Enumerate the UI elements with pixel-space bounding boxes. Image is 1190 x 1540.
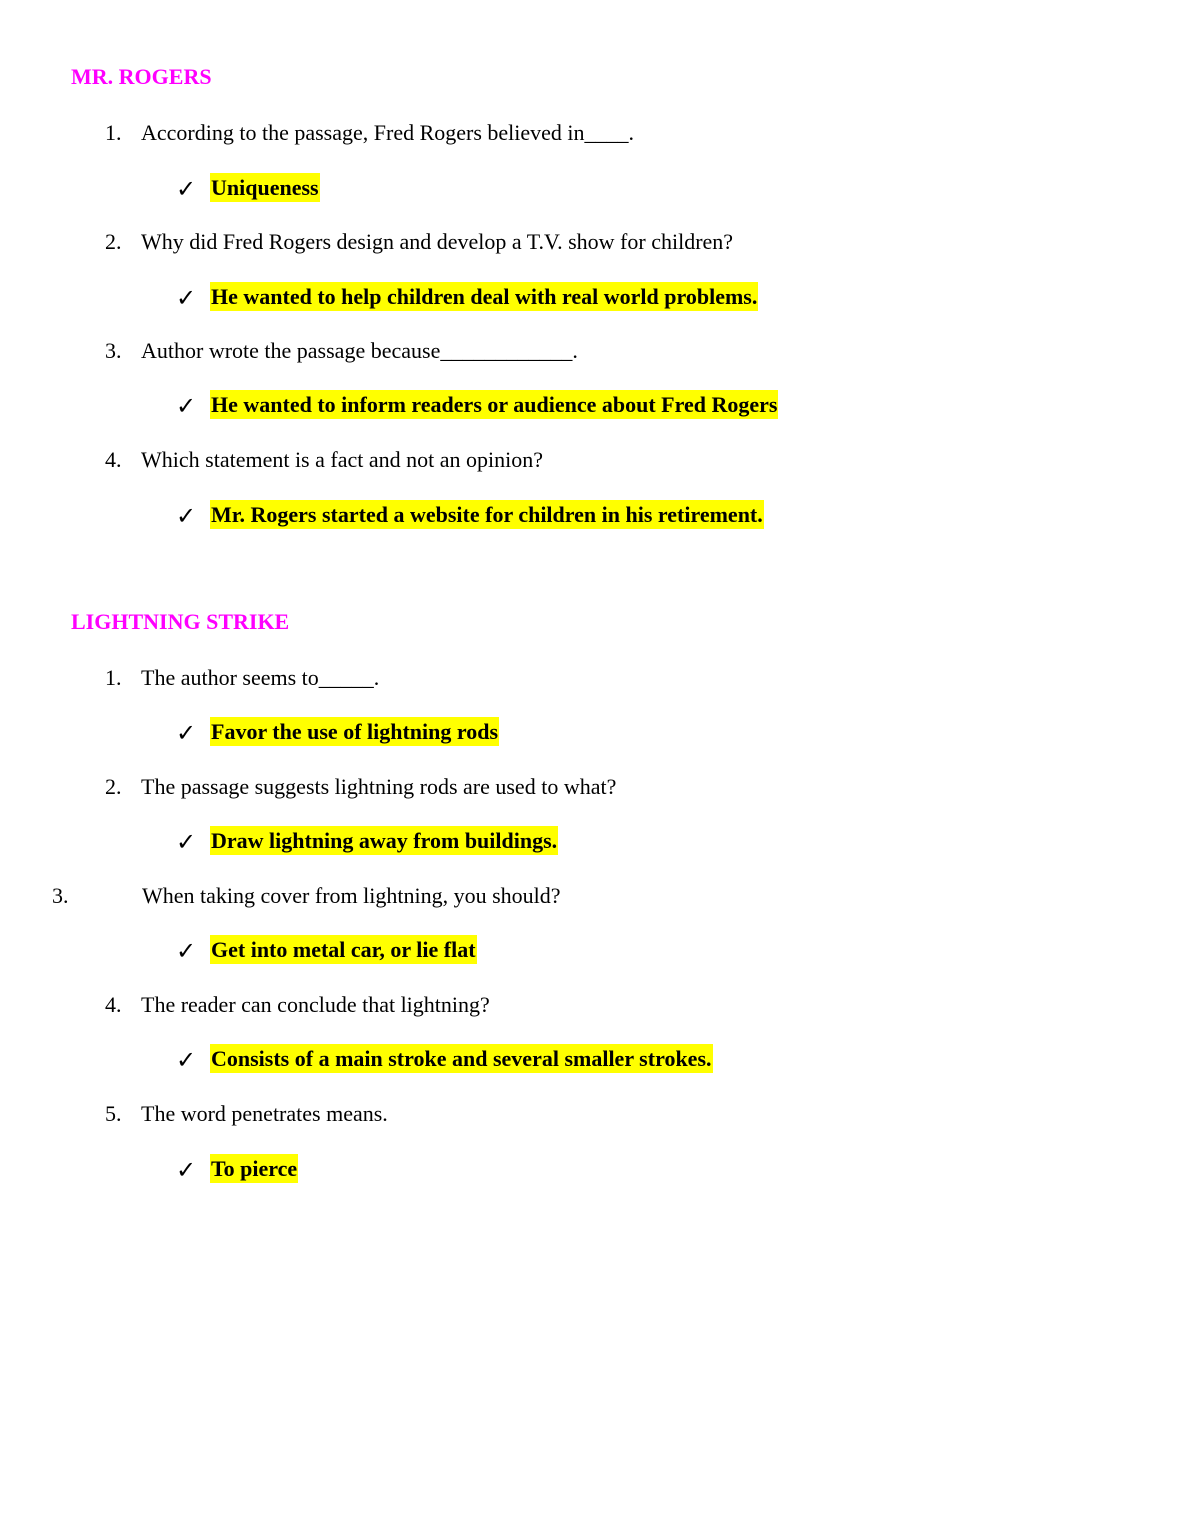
question-text: According to the passage, Fred Rogers believed in____. [141, 120, 635, 145]
question-text: Which statement is a fact and not an opinion? [141, 447, 543, 472]
question-number: 1. [105, 665, 122, 690]
answer-highlight: To pierce [211, 1156, 298, 1181]
checkmark-icon: ✓ [176, 937, 197, 965]
checkmark-icon: ✓ [176, 828, 197, 856]
question-number: 3. [105, 338, 122, 363]
question-number: 3. [52, 883, 69, 908]
question-text: When taking cover from lightning, you should? [142, 883, 561, 908]
section-title-lightning-strike: LIGHTNING STRIKE [71, 609, 290, 634]
question-number: 2. [105, 774, 122, 799]
question-number: 1. [105, 120, 122, 145]
question-text: Author wrote the passage because____________. [141, 338, 578, 363]
checkmark-icon: ✓ [176, 284, 197, 312]
question-number: 5. [105, 1101, 122, 1126]
question-text: The reader can conclude that lightning? [141, 992, 490, 1017]
question-text: The author seems to_____. [141, 665, 380, 690]
checkmark-icon: ✓ [176, 392, 197, 420]
question-text: The passage suggests lightning rods are used to what? [141, 774, 617, 799]
checkmark-icon: ✓ [176, 502, 197, 530]
answer-highlight: Favor the use of lightning rods [211, 719, 499, 744]
checkmark-icon: ✓ [176, 719, 197, 747]
answer-highlight: Uniqueness [211, 175, 319, 200]
question-number: 4. [105, 992, 122, 1017]
answer-highlight: Draw lightning away from buildings. [211, 828, 558, 853]
answer-highlight: He wanted to help children deal with real world problems. [211, 284, 758, 309]
checkmark-icon: ✓ [176, 1046, 197, 1074]
checkmark-icon: ✓ [176, 1156, 197, 1184]
answer-highlight: He wanted to inform readers or audience about Fred Rogers [211, 392, 778, 417]
question-text: The word penetrates means. [141, 1101, 388, 1126]
question-number: 4. [105, 447, 122, 472]
question-text: Why did Fred Rogers design and develop a T.V. show for children? [141, 229, 734, 254]
answer-highlight: Mr. Rogers started a website for children in his retirement. [211, 502, 763, 527]
checkmark-icon: ✓ [176, 175, 197, 203]
answer-highlight: Consists of a main stroke and several smaller strokes. [211, 1046, 712, 1071]
answer-highlight: Get into metal car, or lie flat [211, 937, 476, 962]
question-number: 2. [105, 229, 122, 254]
section-title-mr-rogers: MR. ROGERS [71, 64, 212, 89]
